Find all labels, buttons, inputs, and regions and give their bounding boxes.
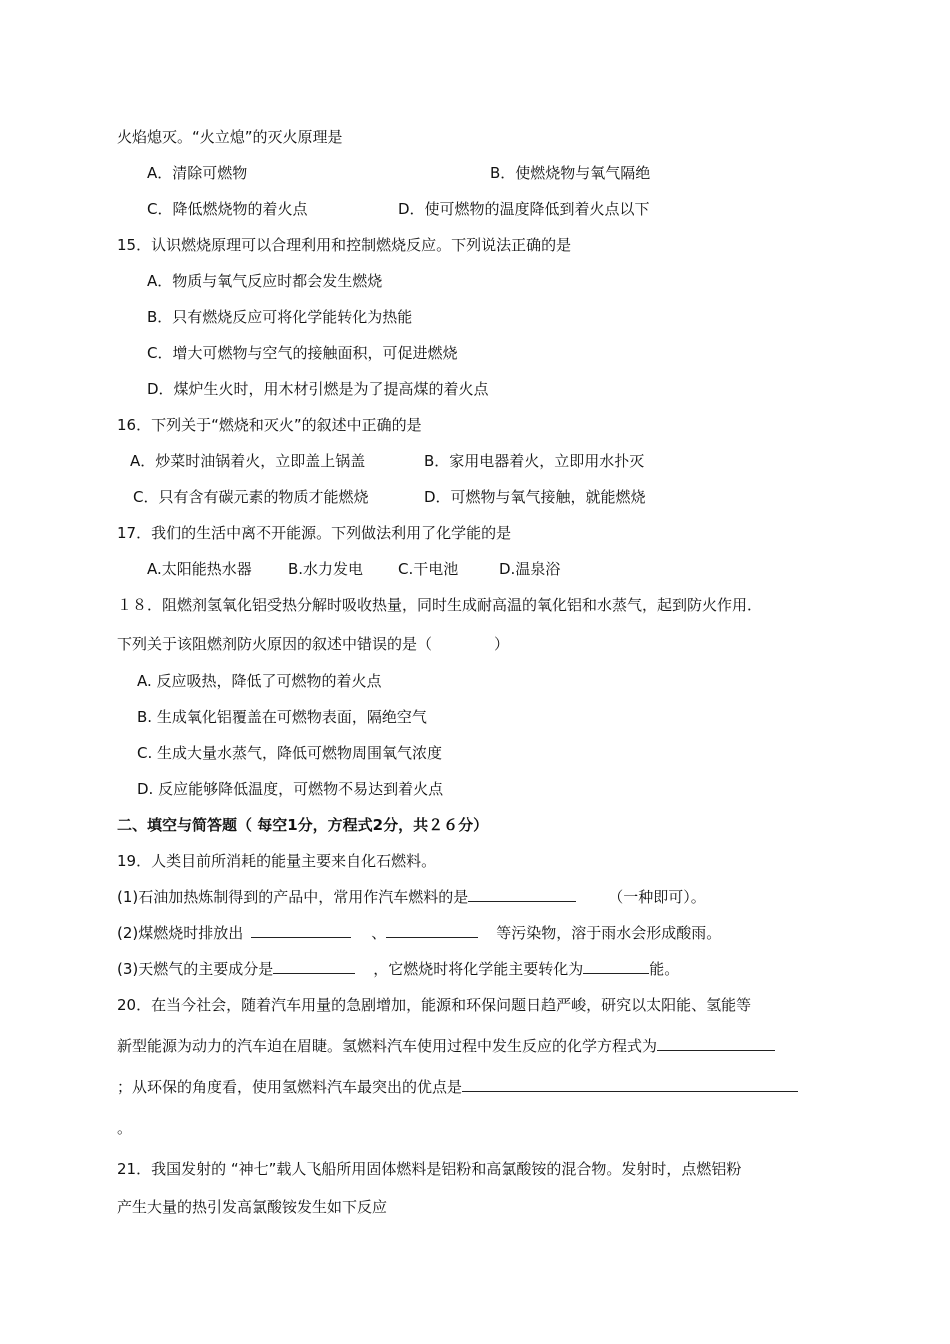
q19-part-1-note: （一种即可）。 (608, 888, 706, 906)
q16-option-c: C．只有含有碳元素的物质才能燃烧 (133, 488, 369, 506)
q19-answer-blank-2[interactable] (251, 922, 351, 938)
q19-part-2-tail: 等污染物，溶于雨水会形成酸雨。 (496, 924, 722, 942)
q14-stem-tail: 火焰熄灭。“火立熄”的灭火原理是 (117, 128, 343, 146)
q21-line-2: 产生大量的热引发高氯酸铵发生如下反应 (117, 1198, 388, 1216)
q18-stem-line-2 (117, 633, 509, 655)
q14-option-a: A．清除可燃物 (147, 164, 248, 182)
q15-option-d: D．煤炉生火时，用木材引燃是为了提高煤的着火点 (147, 380, 489, 398)
q20-line-2 (117, 1035, 775, 1057)
q17-stem: 17．我们的生活中离不开能源。下列做法利用了化学能的是 (117, 524, 512, 542)
q21-line-1: 21．我国发射的 “神七”载人飞船所用固体燃料是铝粉和高氯酸铵的混合物。发射时，点燃铝粉 (117, 1160, 742, 1178)
q19-answer-blank-3[interactable] (386, 922, 478, 938)
q19-part-2-sep: 、 (371, 924, 387, 942)
q15-option-b: B．只有燃烧反应可将化学能转化为热能 (147, 308, 413, 326)
q16-option-b: B．家用电器着火，立即用水扑灭 (424, 452, 645, 470)
q17-option-d: D.温泉浴 (499, 560, 561, 578)
q18-stem-text: 下列关于该阻燃剂防火原因的叙述中错误的是（ (117, 635, 433, 653)
q17-option-a: A.太阳能热水器 (147, 560, 252, 578)
q14-option-b: B．使燃烧物与氧气隔绝 (490, 164, 651, 182)
q19-answer-blank-1[interactable] (468, 886, 576, 902)
q20-advantage-blank[interactable] (462, 1076, 798, 1092)
q19-stem: 19．人类目前所消耗的能量主要来自化石燃料。 (117, 852, 437, 870)
q20-line-3-text: ；从环保的角度看，使用氢燃料汽车最突出的优点是 (117, 1078, 463, 1096)
q17-option-c: C.干电池 (398, 560, 459, 578)
q19-answer-blank-5[interactable] (583, 958, 649, 974)
q19-part-2-text: (2)煤燃烧时排放出 (117, 924, 244, 942)
q19-part-3-text: (3)天燃气的主要成分是 (117, 960, 274, 978)
q19-part-2 (117, 922, 721, 944)
q18-option-b: B. 生成氧化铝覆盖在可燃物表面，隔绝空气 (137, 708, 427, 726)
q16-option-d: D．可燃物与氧气接触，就能燃烧 (424, 488, 646, 506)
q16-stem: 16．下列关于“燃烧和灭火”的叙述中正确的是 (117, 416, 422, 434)
q18-option-a: A. 反应吸热，降低了可燃物的着火点 (137, 672, 382, 690)
q14-option-c: C．降低燃烧物的着火点 (147, 200, 308, 218)
q18-stem-line-1: １８．阻燃剂氢氧化铝受热分解时吸收热量，同时生成耐高温的氧化铝和水蒸气，起到防火作用． (117, 596, 763, 614)
q19-part-3 (117, 958, 679, 980)
q16-option-a: A．炒菜时油锅着火，立即盖上锅盖 (130, 452, 366, 470)
q15-stem: 15．认识燃烧原理可以合理利用和控制燃烧反应。下列说法正确的是 (117, 236, 572, 254)
q19-part-3-mid: ，它燃烧时将化学能主要转化为 (373, 960, 584, 978)
q15-option-c: C．增大可燃物与空气的接触面积，可促进燃烧 (147, 344, 458, 362)
q20-line-2-text: 新型能源为动力的汽车迫在眉睫。氢燃料汽车使用过程中发生反应的化学方程式为 (117, 1037, 658, 1055)
section-2-heading: 二、填空与简答题（ 每空1分，方程式2分，共２６分） (117, 816, 489, 834)
q19-answer-blank-4[interactable] (273, 958, 355, 974)
q18-option-d: D. 反应能够降低温度，可燃物不易达到着火点 (137, 780, 444, 798)
q15-option-a: A．物质与氧气反应时都会发生燃烧 (147, 272, 383, 290)
q18-option-c: C. 生成大量水蒸气，降低可燃物周围氧气浓度 (137, 744, 443, 762)
q20-line-3 (117, 1076, 798, 1098)
q19-part-3-tail: 能。 (649, 960, 680, 978)
q20-line-1: 20．在当今社会，随着汽车用量的急剧增加，能源和环保问题日趋严峻，研究以太阳能、氢能等 (117, 996, 752, 1014)
q17-option-b: B.水力发电 (288, 560, 364, 578)
q20-line-4: 。 (117, 1119, 133, 1137)
q19-part-1 (117, 886, 706, 908)
q18-stem-paren: ） (494, 635, 510, 653)
q19-part-1-text: (1)石油加热炼制得到的产品中，常用作汽车燃料的是 (117, 888, 469, 906)
q20-equation-blank[interactable] (657, 1035, 775, 1051)
q14-option-d: D．使可燃物的温度降低到着火点以下 (398, 200, 650, 218)
